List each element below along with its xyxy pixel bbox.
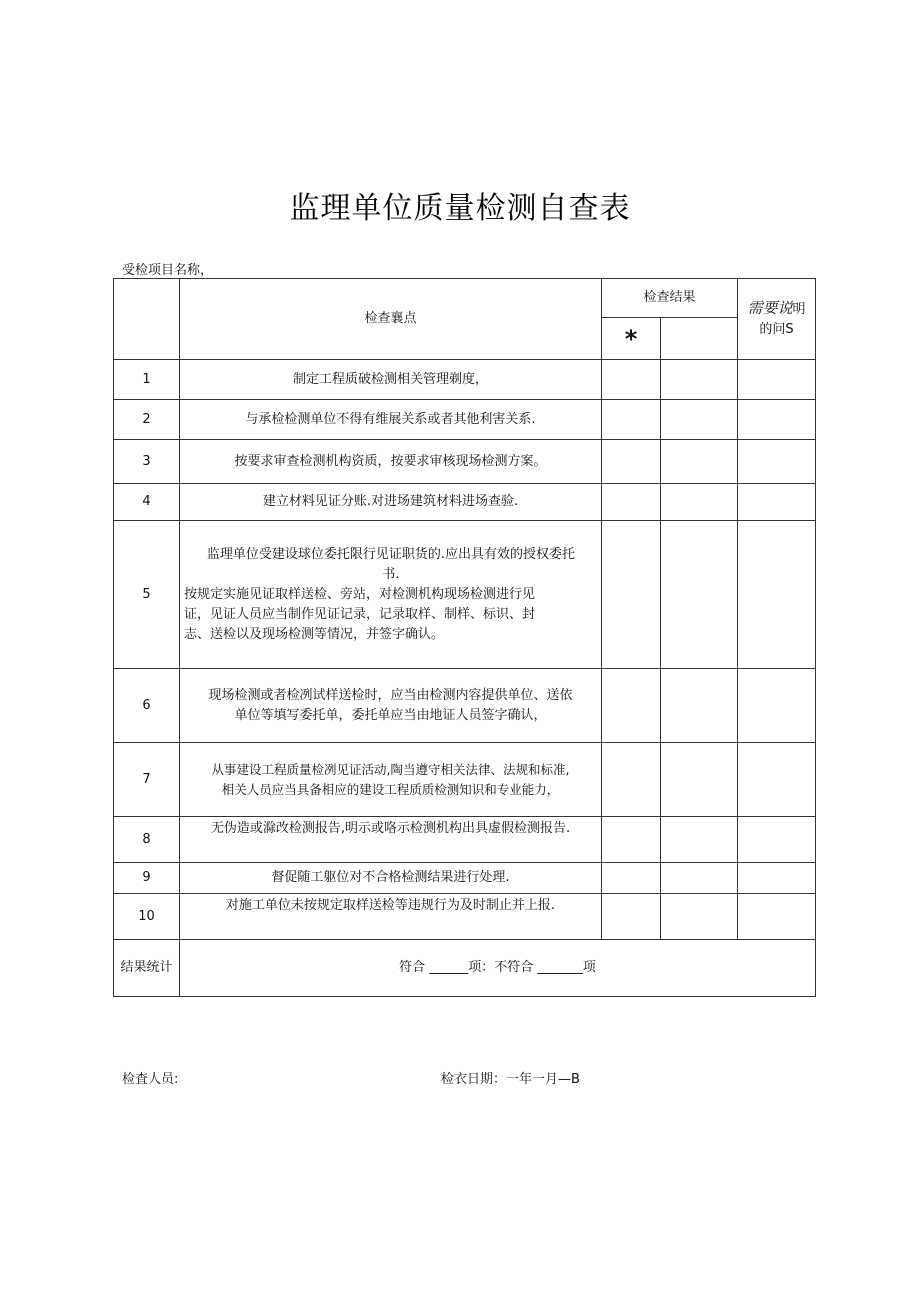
row-check-point bbox=[180, 863, 602, 894]
project-name-label: 受检项目名称， bbox=[122, 263, 214, 278]
row-number: 1 bbox=[114, 360, 180, 400]
row-line: 现场检测或者检冽试样送检时，应当由检测内容提供单位、送依 bbox=[208, 687, 573, 703]
row-line: 制定工程质破检测相关管理剃度， bbox=[292, 371, 488, 387]
note-cell[interactable] bbox=[738, 400, 816, 440]
table-row bbox=[114, 817, 816, 863]
result-cell-b[interactable] bbox=[661, 521, 738, 669]
result-cell-a[interactable] bbox=[602, 521, 661, 669]
note-cell[interactable] bbox=[738, 743, 816, 817]
result-cell-b[interactable] bbox=[661, 400, 738, 440]
result-cell-a[interactable] bbox=[602, 400, 661, 440]
row-check-point bbox=[180, 743, 602, 817]
table-header-row bbox=[114, 279, 816, 318]
header-point-cell bbox=[180, 279, 602, 360]
header-note-cell bbox=[738, 279, 816, 360]
result-cell-b[interactable] bbox=[661, 669, 738, 743]
row-number: 3 bbox=[114, 440, 180, 484]
note-cell[interactable] bbox=[738, 669, 816, 743]
row-number: 4 bbox=[114, 484, 180, 521]
summary-label: 结果统计 bbox=[114, 940, 180, 997]
row-check-point bbox=[180, 484, 602, 521]
result-cell-b[interactable] bbox=[661, 440, 738, 484]
result-cell-b[interactable] bbox=[661, 863, 738, 894]
row-number: 10 bbox=[114, 894, 180, 940]
note-cell[interactable] bbox=[738, 440, 816, 484]
row-check-point bbox=[180, 360, 602, 400]
row-line: 按规定实施见证取样送检、旁站，对检测机构现场检测进行见 bbox=[184, 586, 536, 602]
table-row bbox=[114, 743, 816, 817]
table-row bbox=[114, 894, 816, 940]
row-check-point bbox=[180, 817, 602, 863]
summary-counts[interactable]: 符合 ______项：不符合 _______项 bbox=[180, 940, 816, 997]
result-sub-cell-2 bbox=[661, 318, 738, 360]
row-line: 单位等填写委托单，委托单应当由地证人员签字确认， bbox=[234, 707, 547, 723]
row-line: 建立材料见证分账.对进场建筑材料进场查验. bbox=[262, 494, 519, 509]
result-sub-cell-1 bbox=[602, 318, 661, 360]
row-line: 志、送检以及现场检测等情况，并签字确认。 bbox=[184, 626, 445, 642]
inspector-label: 检査人员: bbox=[122, 1072, 179, 1087]
header-result-cell bbox=[602, 279, 738, 318]
row-line: 与承检检测单位不得有维展关系或者其他利害关系. bbox=[245, 411, 536, 427]
row-number: 6 bbox=[114, 669, 180, 743]
header-no-cell bbox=[114, 279, 180, 360]
row-check-point bbox=[180, 440, 602, 484]
table-row bbox=[114, 669, 816, 743]
row-line: 督促随工躯位对不合格检测结果进行处理. bbox=[271, 870, 510, 885]
page-title: 监理单位质量检测自查表 bbox=[289, 191, 631, 226]
inspection-table bbox=[113, 278, 816, 997]
row-line: 证，见证人员应当制作见证记录，记录取样、制样、标识、封 bbox=[184, 606, 536, 622]
result-cell-a[interactable] bbox=[602, 863, 661, 894]
result-cell-a[interactable] bbox=[602, 817, 661, 863]
row-check-point bbox=[180, 521, 602, 669]
result-cell-b[interactable] bbox=[661, 894, 738, 940]
result-cell-b[interactable] bbox=[661, 484, 738, 521]
row-line: 对施工单位未按规定取样送检等违规行为及时制止并上报. bbox=[225, 898, 556, 913]
result-cell-a[interactable] bbox=[602, 484, 661, 521]
header-note-line1b: 明 bbox=[792, 302, 806, 317]
table-row bbox=[114, 484, 816, 521]
result-cell-b[interactable] bbox=[661, 360, 738, 400]
result-cell-a[interactable] bbox=[602, 360, 661, 400]
result-cell-a[interactable] bbox=[602, 440, 661, 484]
row-line: 书. bbox=[382, 566, 400, 582]
result-cell-a[interactable] bbox=[602, 743, 661, 817]
note-cell[interactable] bbox=[738, 894, 816, 940]
note-cell[interactable] bbox=[738, 360, 816, 400]
row-number: 9 bbox=[114, 863, 180, 894]
note-cell[interactable] bbox=[738, 863, 816, 894]
table-row bbox=[114, 360, 816, 400]
row-check-point bbox=[180, 669, 602, 743]
header-result-label: 检查结果 bbox=[643, 290, 696, 305]
result-cell-b[interactable] bbox=[661, 743, 738, 817]
row-number: 2 bbox=[114, 400, 180, 440]
header-note-line2: 的问S bbox=[759, 322, 794, 337]
header-point-label: 检查襄点 bbox=[364, 311, 417, 326]
summary-row bbox=[114, 940, 816, 997]
row-line: 从事建设工程质量检冽见证活动,陶当遵守相关法律、法规和标准, bbox=[211, 761, 570, 777]
row-line: 监理单位受建设球位委托限行见证职货的.应出具有效的授权委托 bbox=[206, 546, 576, 562]
note-cell[interactable] bbox=[738, 484, 816, 521]
row-number: 8 bbox=[114, 817, 180, 863]
header-note-line1: 需要说 bbox=[747, 299, 793, 317]
table-row bbox=[114, 521, 816, 669]
row-line: 无伪造或滁改检测报告,明示或咯示检测机构出具虚假检测报告. bbox=[210, 821, 571, 836]
table-row bbox=[114, 400, 816, 440]
result-star-mark: * bbox=[624, 324, 638, 353]
row-line: 按要求审查检测机构资质，按要求审核现场检测方案。 bbox=[234, 453, 547, 469]
result-cell-a[interactable] bbox=[602, 894, 661, 940]
table-row bbox=[114, 863, 816, 894]
row-check-point bbox=[180, 400, 602, 440]
result-cell-b[interactable] bbox=[661, 817, 738, 863]
row-line: 相关人员应当具备相应的建设工程质质检测知识和专业能力， bbox=[221, 781, 560, 797]
note-cell[interactable] bbox=[738, 817, 816, 863]
row-check-point bbox=[180, 894, 602, 940]
note-cell[interactable] bbox=[738, 521, 816, 669]
row-number: 7 bbox=[114, 743, 180, 817]
row-number: 5 bbox=[114, 521, 180, 669]
inspection-date-label: 检衣日期：一年一月—B bbox=[441, 1072, 580, 1087]
table-row bbox=[114, 440, 816, 484]
result-cell-a[interactable] bbox=[602, 669, 661, 743]
